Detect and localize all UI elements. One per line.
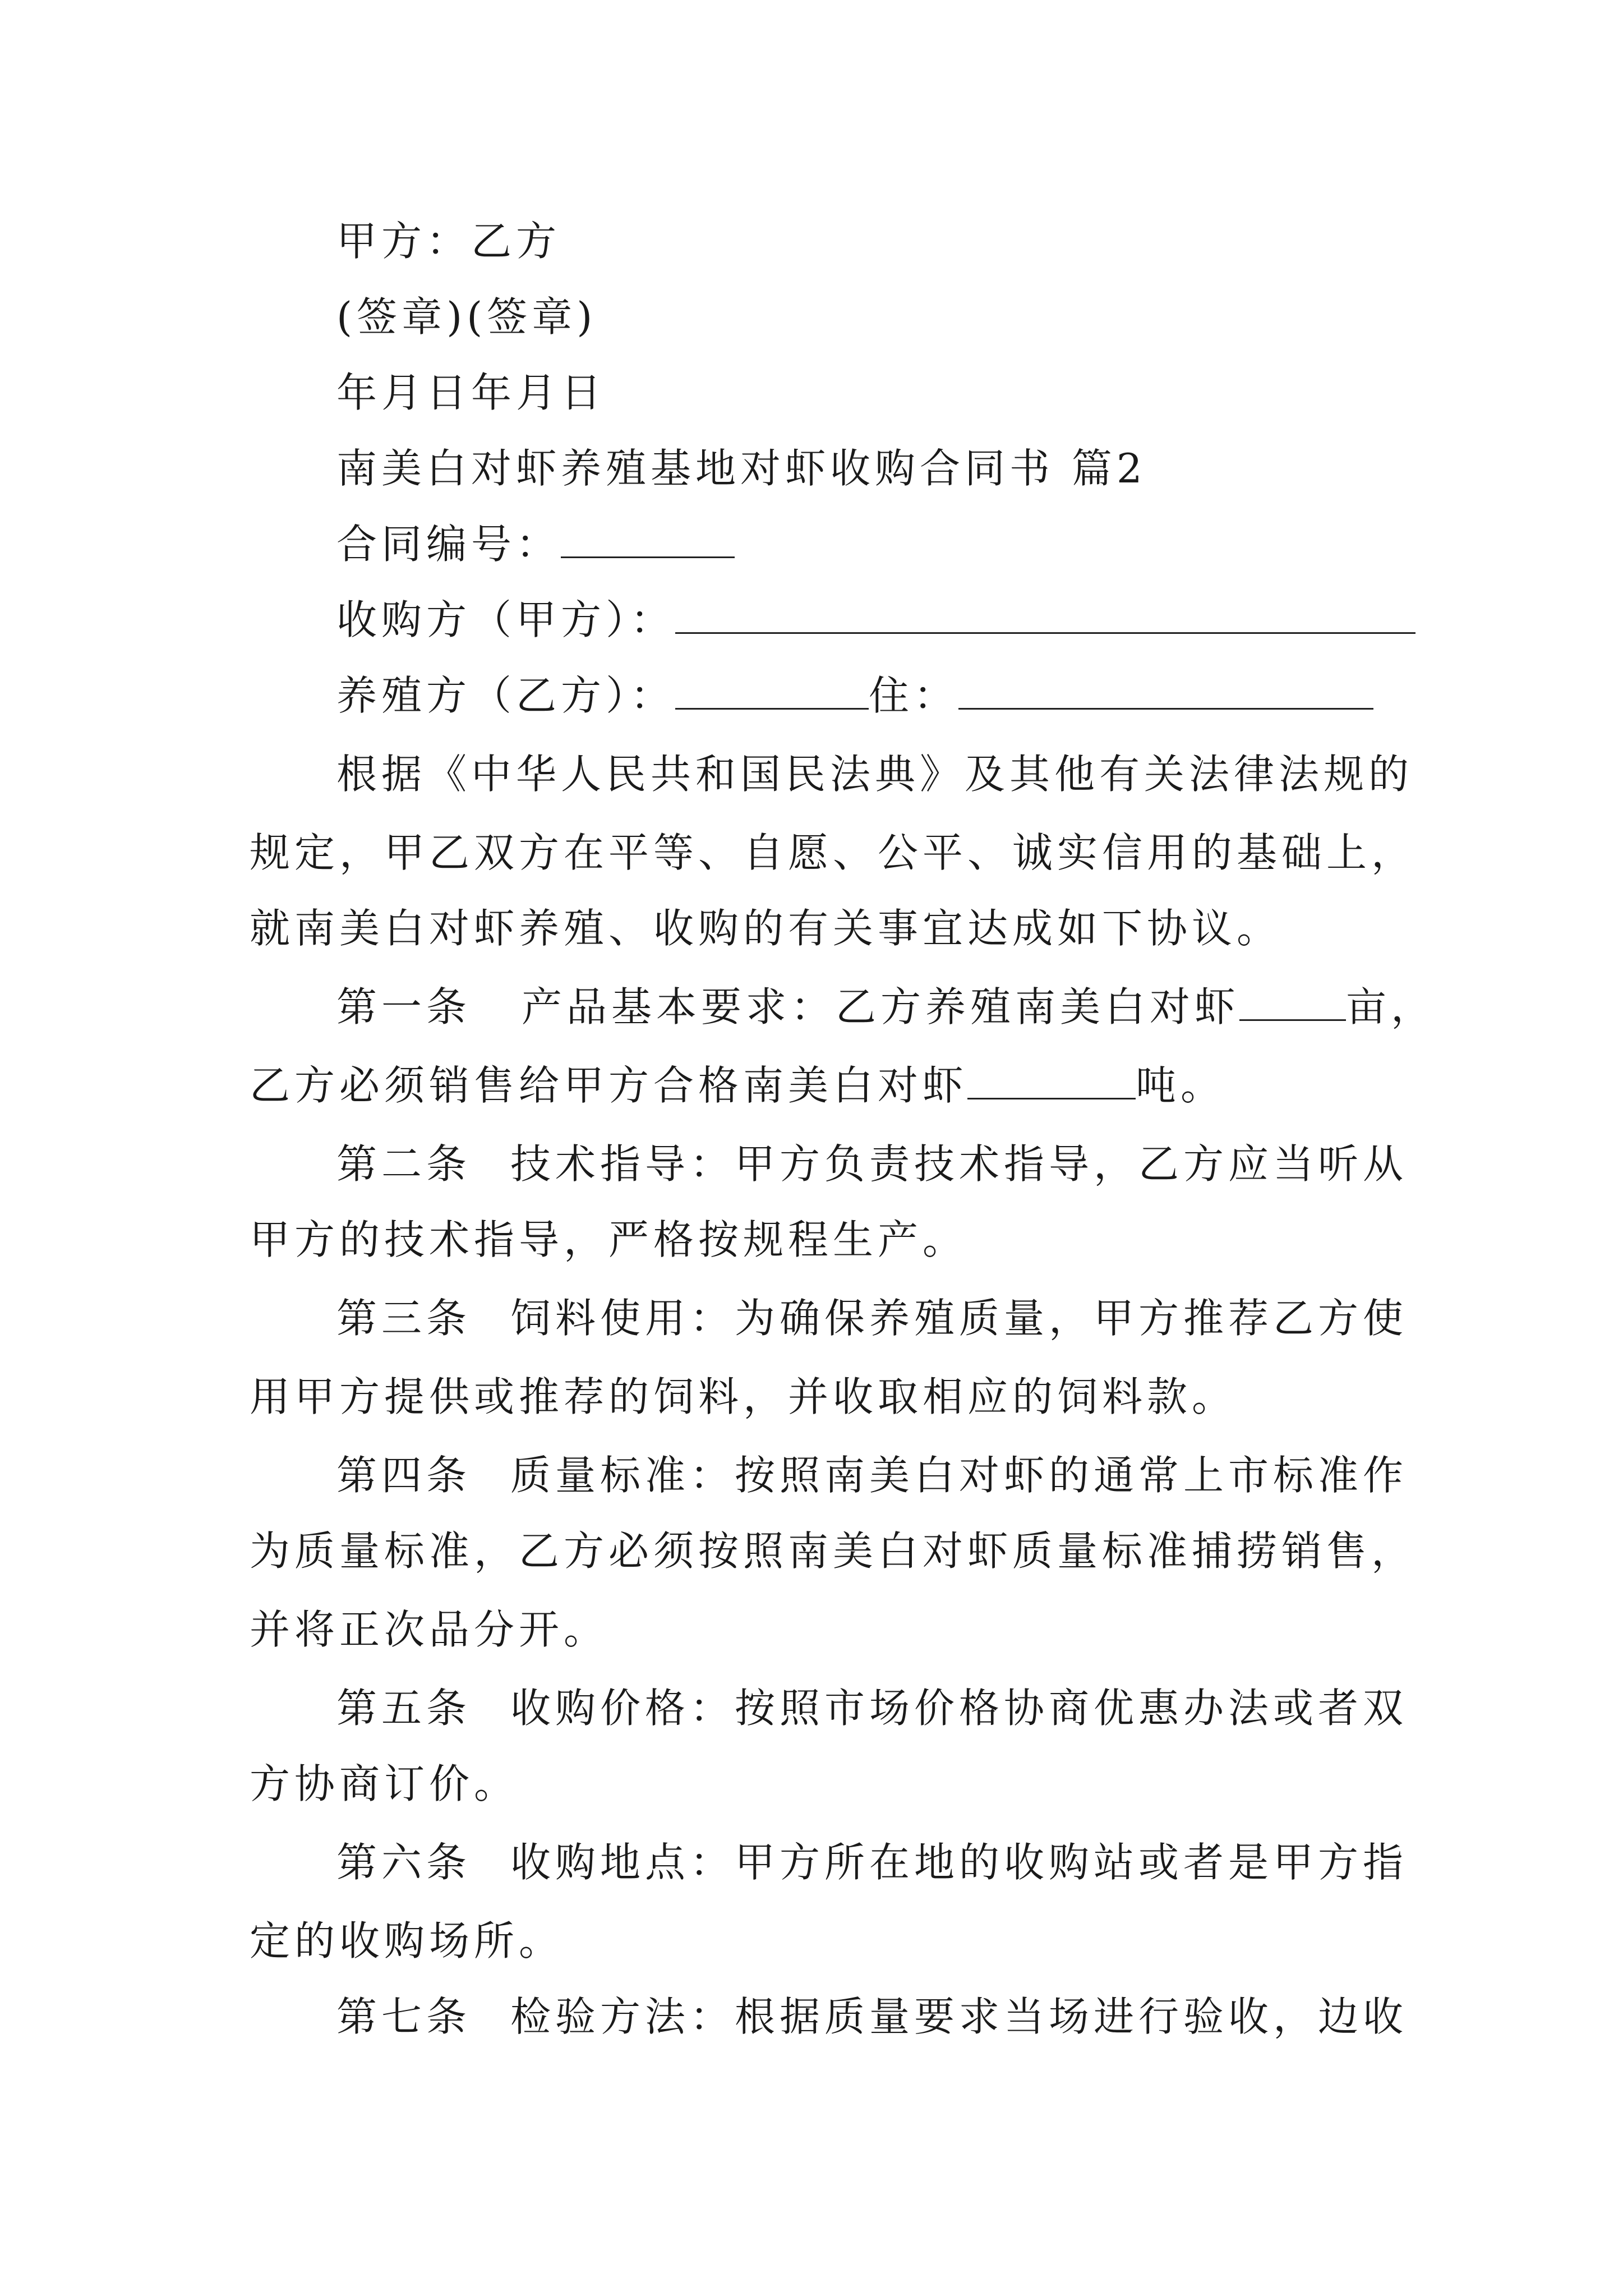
contract-number-label: 合同编号： (336, 521, 561, 568)
article-3-line-1: 第三条 饲料使用：为确保养殖质量，甲方推荐乙方使 (336, 1295, 1408, 1342)
contract-title: 南美白对虾养殖基地对虾收购合同书 篇2 (336, 445, 1147, 492)
farmer-label: 养殖方（乙方）： (336, 672, 676, 719)
farmer-blank (675, 672, 869, 710)
article-1-line-1: 第一条 产品基本要求：乙方养殖南美白对虾 亩， (336, 983, 1436, 1030)
article-2-line-2: 甲方的技术指导，严格按规程生产。 (250, 1216, 968, 1263)
preamble-line-2: 规定，甲乙双方在平等、自愿、公平、诚实信用的基础上， (250, 829, 1417, 876)
article-7-line-1: 第七条 检验方法：根据质量要求当场进行验收，边收 (336, 1993, 1408, 2040)
article-1-number: 第一条 (336, 983, 472, 1030)
article-6-line-2: 定的收购场所。 (250, 1917, 564, 1964)
article-6-number: 第六条 (336, 1839, 472, 1886)
article-4-number: 第四条 (336, 1452, 472, 1499)
farmer-row (336, 668, 1373, 724)
article-3-line-2: 用甲方提供或推荐的饲料，并收取相应的饲料款。 (250, 1373, 1237, 1420)
buyer-blank (675, 596, 1415, 634)
article-4-line-2: 为质量标准，乙方必须按照南美白对虾质量标准捕捞销售， (250, 1527, 1417, 1575)
date-line: 年月日年月日 (336, 369, 606, 416)
article-4-line-1: 第四条 质量标准：按照南美白对虾的通常上市标准作 (336, 1452, 1408, 1499)
seal-line: (签章)(签章) (336, 293, 597, 341)
article-1-line-2: 乙方必须销售给甲方合格南美白对虾 吨。 (250, 1062, 1226, 1109)
buyer-label: 收购方（甲方）： (336, 596, 676, 643)
acreage-blank (1239, 983, 1346, 1021)
contract-number-row (336, 516, 735, 572)
article-5-line-1: 第五条 收购价格：按照市场价格协商优惠办法或者双 (336, 1685, 1408, 1732)
buyer-row (336, 592, 1415, 648)
article-4-line-3: 并将正次品分开。 (250, 1606, 609, 1653)
tonnage-blank (967, 1062, 1136, 1099)
party-line: 甲方：乙方 (336, 218, 561, 265)
preamble-line-1: 根据《中华人民共和国民法典》及其他有关法律法规的 (336, 751, 1414, 798)
address-blank (958, 672, 1373, 710)
article-2-line-1: 第二条 技术指导：甲方负责技术指导，乙方应当听从 (336, 1140, 1408, 1188)
article-7-number: 第七条 (336, 1993, 472, 2040)
preamble-line-3: 就南美白对虾养殖、收购的有关事宜达成如下协议。 (250, 905, 1282, 952)
contract-number-blank (561, 521, 735, 558)
article-3-number: 第三条 (336, 1295, 472, 1342)
article-5-number: 第五条 (336, 1685, 472, 1732)
address-label: 住： (869, 672, 959, 719)
article-5-line-2: 方协商订价。 (250, 1760, 519, 1807)
article-6-line-1: 第六条 收购地点：甲方所在地的收购站或者是甲方指 (336, 1839, 1408, 1886)
article-2-number: 第二条 (336, 1140, 472, 1188)
